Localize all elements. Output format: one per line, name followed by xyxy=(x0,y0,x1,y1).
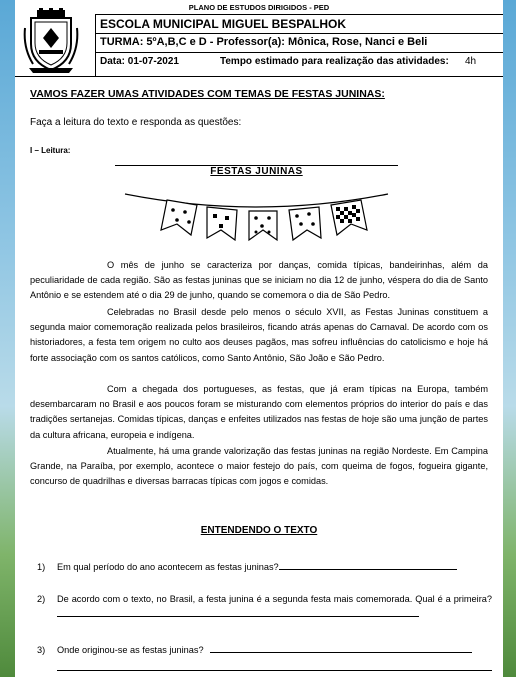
plan-title: PLANO DE ESTUDOS DIRIGIDOS - PED xyxy=(188,3,330,12)
reading-paragraph: Celebradas no Brasil desde pelo menos o século XVII, as Festas Juninas constituem a segunda maior comemoração realizada pelos brasileiros, ficando atrás apenas do Carnaval. De acordo com os historiadores, a festa tem origem no culto aos deuses pagãos, mas sofreu influências do catolicismo e hoje há forte associação com os santos católicos, como Santo Antônio, São João e São Pedro. xyxy=(30,307,488,363)
activity-title: VAMOS FAZER UMAS ATIVIDADES COM TEMAS DE FESTAS JUNINAS: xyxy=(30,88,385,100)
answer-blank[interactable] xyxy=(57,607,419,617)
question-item xyxy=(37,592,492,622)
reading-paragraph: O mês de junho se caracteriza por danças, comida típicas, bandeirinhas, além da peculiaridade de cada região. São as festas juninas que se iniciam no dia 12 de junho, véspera do dia de Santo Antônio e se estendem até o dia 29 de junho, quando se comemora o dia de São Pedro. xyxy=(30,260,488,301)
answer-line[interactable] xyxy=(57,670,492,671)
question-text: De acordo com o texto, no Brasil, a festa junina é a segunda festa mais comemorada. Qual é a primeira? xyxy=(57,594,492,604)
question-text: Em qual período do ano acontecem as festas juninas? xyxy=(57,562,279,572)
header-rule xyxy=(95,14,503,15)
question-item xyxy=(37,643,492,658)
reading-section-label: I – Leitura: xyxy=(30,146,71,155)
school-name: ESCOLA MUNICIPAL MIGUEL BESPALHOK xyxy=(100,17,347,31)
class-line: TURMA: 5ºA,B,C e D - Professor(a): Mônica, Rose, Nanci e Beli xyxy=(100,36,428,48)
reading-title: FESTAS JUNINAS xyxy=(210,166,303,177)
municipal-crest-icon xyxy=(23,8,79,74)
answer-blank[interactable] xyxy=(210,643,472,653)
understanding-title: ENTENDENDO O TEXTO xyxy=(200,525,318,536)
worksheet-page xyxy=(15,0,503,677)
reading-paragraph: Com a chegada dos portugueses, as festas, que já eram típicas na Europa, também desembarcaram no Brasil e aos poucos foram se misturando com elementos próprios do interior do país e das tradições sertanejas. Comidas típicas, danças e enfeites utilizados nas festas de hoje são uma junção de partes da cultura africana, europeia e indígena. xyxy=(30,384,488,440)
bunting-flags-icon xyxy=(115,180,398,242)
reading-paragraph: Atualmente, há uma grande valorização das festas juninas na região Nordeste. Em Campina Grande, na Paraíba, por exemplo, acontece o maior festejo do país, com queima de fogos, fogueira gigante, concurso de quadrilhas e diversas barracas típicas com jogos e comidas. xyxy=(30,446,488,487)
answer-blank[interactable] xyxy=(279,560,457,570)
time-estimate-label: Tempo estimado para realização das atividades: xyxy=(220,56,449,67)
question-text: Onde originou-se as festas juninas? xyxy=(57,645,204,655)
header-divider xyxy=(95,14,96,76)
worksheet-header xyxy=(15,0,503,78)
header-rule xyxy=(95,33,503,34)
question-number: 3) xyxy=(37,645,46,655)
question-item xyxy=(37,560,492,575)
activity-instruction: Faça a leitura do texto e responda as questões: xyxy=(30,117,242,128)
header-rule xyxy=(95,52,503,53)
header-bottom-rule xyxy=(15,76,503,77)
time-estimate-value: 4h xyxy=(465,56,477,67)
date-label: Data: 01-07-2021 xyxy=(100,56,179,67)
question-number: 1) xyxy=(37,562,46,572)
question-number: 2) xyxy=(37,594,46,604)
